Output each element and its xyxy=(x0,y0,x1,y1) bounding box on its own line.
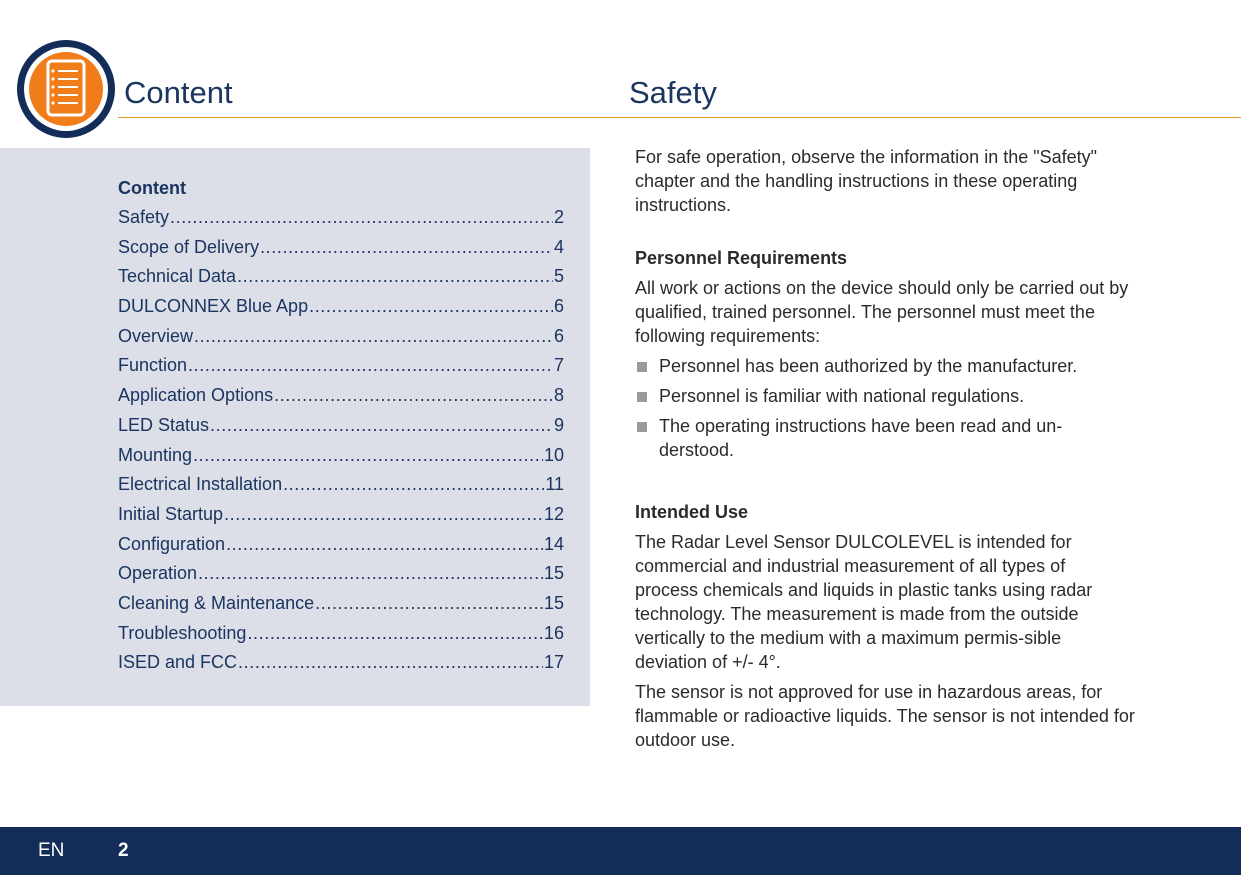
toc-entry-title: Technical Data xyxy=(118,266,237,287)
toc-leader-dots xyxy=(198,559,543,589)
safety-title: Safety xyxy=(629,75,717,110)
toc-entry[interactable] xyxy=(118,233,564,263)
toc-leader-dots xyxy=(194,322,553,352)
toc-entry-page: 17 xyxy=(543,652,564,673)
content-logo xyxy=(17,40,115,138)
toc-entry[interactable] xyxy=(118,530,564,560)
toc-entry-title: Function xyxy=(118,355,188,376)
intended-use-restrictions: The sensor is not approved for use in hazardous areas, for flammable or radioactive liquids. The sensor is not intended for outdoor use. xyxy=(635,682,1135,750)
personnel-requirements-list xyxy=(635,354,1135,462)
list-item xyxy=(635,384,1135,408)
toc-entry-page: 15 xyxy=(543,592,564,613)
toc-entry[interactable] xyxy=(118,322,564,352)
toc-entry[interactable] xyxy=(118,262,564,292)
toc-entry-page: 16 xyxy=(543,622,564,643)
toc-entry-page: 11 xyxy=(545,474,564,495)
toc-entry-title: Mounting xyxy=(118,444,193,465)
toc-leader-dots xyxy=(193,441,543,471)
toc-entry[interactable] xyxy=(118,203,564,233)
toc-leader-dots xyxy=(238,648,543,678)
toc-entry-page: 8 xyxy=(553,385,564,406)
toc-leader-dots xyxy=(283,470,544,500)
list-item xyxy=(635,414,1135,462)
toc-entry-title: DULCONNEX Blue App xyxy=(118,296,309,317)
square-bullet-icon xyxy=(637,422,647,432)
list-item-text: Personnel is familiar with national regulations. xyxy=(659,386,1025,406)
toc-leader-dots xyxy=(210,411,553,441)
toc-entry-title: Safety xyxy=(118,207,170,227)
toc-entry[interactable] xyxy=(118,381,564,411)
personnel-heading: Personnel Requirements xyxy=(635,248,848,268)
toc-entry-title: Electrical Installation xyxy=(118,474,283,495)
toc-entry-page: 6 xyxy=(553,296,564,317)
footer-bar xyxy=(0,827,1241,875)
toc-leader-dots xyxy=(188,351,553,381)
toc-leader-dots xyxy=(226,530,543,560)
toc-leader-dots xyxy=(315,589,543,619)
toc-entry[interactable] xyxy=(118,351,564,381)
toc-entry[interactable] xyxy=(118,648,564,678)
toc-entry-page: 4 xyxy=(553,236,564,257)
toc-entry-title: LED Status xyxy=(118,414,210,435)
toc-entry-title: ISED and FCC xyxy=(118,652,238,673)
intended-use-heading: Intended Use xyxy=(635,502,749,522)
toc-entry[interactable] xyxy=(118,619,564,649)
toc-entry[interactable] xyxy=(118,589,564,619)
toc-entry-page: 15 xyxy=(543,563,564,584)
toc-leader-dots xyxy=(247,619,543,649)
square-bullet-icon xyxy=(637,362,647,372)
toc-entry-title: Cleaning & Maintenance xyxy=(118,592,315,613)
toc-entry-title: Configuration xyxy=(118,533,226,554)
toc-entry[interactable] xyxy=(118,441,564,471)
toc-entry-page: 14 xyxy=(543,533,564,554)
toc-leader-dots xyxy=(170,203,553,233)
toc-leader-dots xyxy=(274,381,553,411)
toc-entry[interactable] xyxy=(118,411,564,441)
toc-entry-page: 6 xyxy=(553,325,564,346)
list-item xyxy=(635,354,1135,378)
content-title: Content xyxy=(124,75,233,110)
toc-entry-title: Operation xyxy=(118,563,198,584)
language-label: EN xyxy=(38,840,65,861)
square-bullet-icon xyxy=(637,392,647,402)
safety-section xyxy=(635,145,1135,752)
toc-entry-page: 7 xyxy=(553,355,564,376)
toc-leader-dots xyxy=(260,233,553,263)
document-list-icon xyxy=(17,40,115,138)
list-item-text: The operating instructions have been read and un-derstood. xyxy=(659,416,1063,460)
toc-entry-title: Scope of Delivery xyxy=(118,236,260,257)
list-item-text: Personnel has been authorized by the manufacturer. xyxy=(659,356,1078,376)
toc-entry[interactable] xyxy=(118,559,564,589)
header-divider xyxy=(118,117,1241,118)
toc-entry-title: Application Options xyxy=(118,385,274,406)
toc-entry-title: Overview xyxy=(118,325,194,346)
safety-intro: For safe operation, observe the information in the "Safety" chapter and the handling instructions in these operating instructions. xyxy=(635,147,1098,215)
toc-entry[interactable] xyxy=(118,470,564,500)
toc-entry-page: 10 xyxy=(543,444,564,465)
toc-leader-dots xyxy=(237,262,553,292)
toc-heading: Content xyxy=(118,178,186,198)
toc-entry-page: 9 xyxy=(553,414,564,435)
toc-entry-page: 12 xyxy=(543,503,564,524)
toc-entry-page: 2 xyxy=(553,207,564,227)
toc-list xyxy=(118,203,564,678)
personnel-text: All work or actions on the device should only be carried out by qualified, trained personnel. The personnel must meet the following requirements: xyxy=(635,278,1129,346)
intended-use-text: The Radar Level Sensor DULCOLEVEL is intended for commercial and industrial measurement of all types of process chemicals and liquids in plastic tanks using radar technology. The measurement is made from the outside vertically to the medium with a maximum permis-sible deviation of +/- 4°. xyxy=(635,532,1093,672)
toc-entry-title: Initial Startup xyxy=(118,503,224,524)
toc-leader-dots xyxy=(224,500,543,530)
toc-entry-page: 5 xyxy=(553,266,564,287)
toc-entry-title: Troubleshooting xyxy=(118,622,247,643)
toc-entry[interactable] xyxy=(118,500,564,530)
toc-entry[interactable] xyxy=(118,292,564,322)
page-number: 2 xyxy=(118,840,129,861)
toc-leader-dots xyxy=(309,292,553,322)
